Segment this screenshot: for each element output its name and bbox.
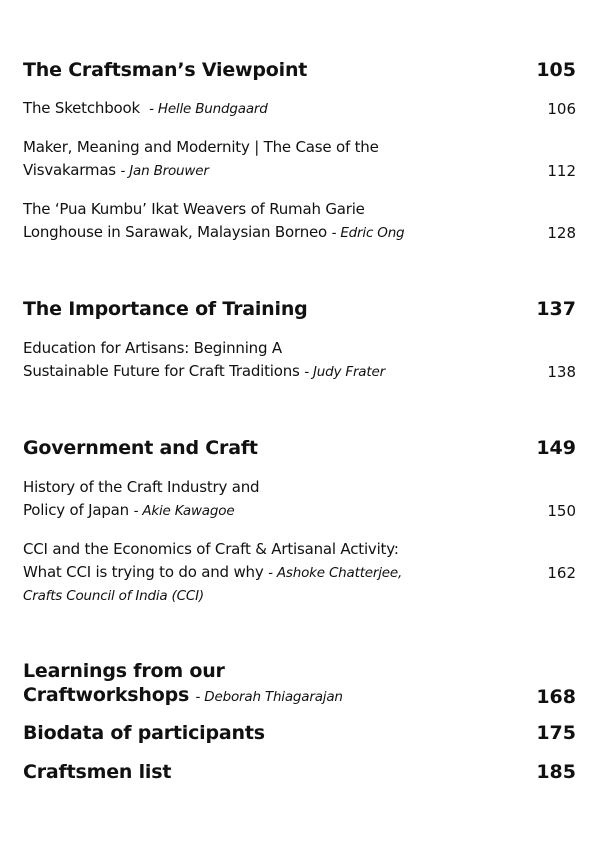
entry-line: Learnings from our bbox=[23, 660, 225, 682]
section-title: The Importance of Training bbox=[23, 298, 308, 320]
section-title: Government and Craft bbox=[23, 437, 258, 459]
entry-page-number: 185 bbox=[536, 761, 576, 783]
section-heading-government-and-craft bbox=[23, 436, 576, 460]
toc-entry-maker-meaning-modernity bbox=[23, 136, 576, 183]
entry-title bbox=[23, 97, 268, 121]
entry-line: History of the Craft Industry and bbox=[23, 478, 260, 496]
entry-title bbox=[23, 198, 404, 245]
table-of-contents bbox=[23, 0, 576, 855]
entry-line: Longhouse in Sarawak, Malaysian Borneo bbox=[23, 223, 328, 241]
entry-author: - Helle Bundgaard bbox=[149, 101, 268, 117]
entry-page-number: 162 bbox=[547, 563, 576, 582]
entry-author: - Deborah Thiagarajan bbox=[195, 689, 343, 705]
entry-page-number: 138 bbox=[547, 363, 576, 381]
entry-author: - Akie Kawagoe bbox=[133, 503, 235, 519]
entry-line: Maker, Meaning and Modernity | The Case of the bbox=[23, 138, 379, 156]
toc-entry-craftsmen-list bbox=[23, 760, 576, 784]
entry-title bbox=[23, 659, 343, 709]
entry-author: - Ashoke Chatterjee, bbox=[268, 565, 403, 581]
entry-page-number: 112 bbox=[547, 162, 576, 180]
entry-title: Craftsmen list bbox=[23, 761, 172, 783]
section-heading-importance-of-training bbox=[23, 297, 576, 321]
entry-author: - Judy Frater bbox=[304, 364, 385, 380]
entry-title bbox=[23, 337, 385, 384]
entry-line: Policy of Japan bbox=[23, 501, 129, 519]
toc-entry-education-for-artisans bbox=[23, 337, 576, 384]
toc-entry-biodata-of-participants bbox=[23, 721, 576, 745]
entry-line: The Sketchbook bbox=[23, 99, 140, 117]
entry-author: - Edric Ong bbox=[331, 225, 405, 241]
toc-entry-learnings-from-craftworkshops bbox=[23, 659, 576, 709]
entry-page-number: 106 bbox=[547, 100, 576, 118]
entry-line: The ‘Pua Kumbu’ Ikat Weavers of Rumah Garie bbox=[23, 200, 365, 218]
entry-page-number: 168 bbox=[536, 686, 576, 708]
section-page-number: 105 bbox=[536, 59, 576, 81]
entry-line: CCI and the Economics of Craft & Artisanal Activity: bbox=[23, 540, 399, 558]
entry-page-number: 175 bbox=[536, 722, 576, 744]
toc-entry-pua-kumbu bbox=[23, 198, 576, 245]
entry-author: - Jan Brouwer bbox=[120, 163, 209, 179]
section-heading-craftsmans-viewpoint bbox=[23, 58, 576, 82]
entry-line: Craftworkshops bbox=[23, 684, 190, 706]
entry-line: What CCI is trying to do and why bbox=[23, 563, 264, 581]
section-page-number: 149 bbox=[536, 437, 576, 459]
entry-page-number: 150 bbox=[547, 502, 576, 520]
entry-title bbox=[23, 476, 259, 523]
entry-page-number: 128 bbox=[547, 224, 576, 242]
toc-entry-sketchbook bbox=[23, 97, 576, 121]
entry-line: Visvakarmas bbox=[23, 161, 116, 179]
entry-title: Biodata of participants bbox=[23, 722, 265, 744]
section-title: The Craftsman’s Viewpoint bbox=[23, 59, 308, 81]
entry-line: Sustainable Future for Craft Traditions bbox=[23, 362, 300, 380]
toc-entry-cci-economics bbox=[23, 538, 576, 608]
toc-entry-history-craft-industry-japan bbox=[23, 476, 576, 523]
section-page-number: 137 bbox=[536, 298, 576, 320]
entry-line: Education for Artisans: Beginning A bbox=[23, 339, 282, 357]
entry-title bbox=[23, 538, 402, 608]
entry-title bbox=[23, 136, 379, 183]
entry-author-affiliation: Crafts Council of India (CCI) bbox=[23, 588, 204, 604]
